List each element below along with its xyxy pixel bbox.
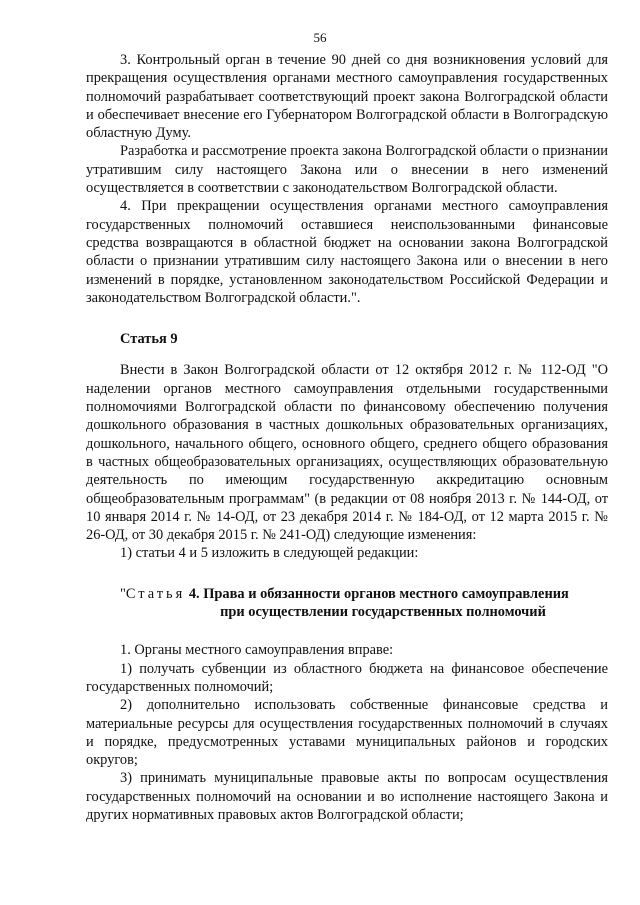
article-word: Статья [125,585,186,602]
article-4-title-line-2: при осуществлении государственных полномочий [220,604,546,621]
article-9-intro: Внести в Закон Волгоградской области от 12 октября 2012 г. № 112-ОД "О наделении органов местного самоуправления отдельными государственными полномочиями Волгоградской области по финансовому обеспечению получения дошкольного образования в частных дошкольных образовательных организациях, дошкольного, начального общего, основного общего, среднего общего образования в частных общеобразовательных организациях, осуществляющих образовательную деятельность по имеющим государственную аккредитацию основным общеобразовательным программам" (в редакции от 08 ноября 2013 г. № 144-ОД, от 10 января 2014 г. № 14-ОД, от 23 декабря 2014 г. № 184-ОД, от 12 марта 2015 г. № 26-ОД, от 30 декабря 2015 г. № 241-ОД) следующие изменения: [86,362,608,544]
paragraph-rights-intro: 1. Органы местного самоуправления вправе: [120,642,394,659]
page-number: 56 [313,30,327,45]
spacer [86,307,608,317]
paragraph-draft-consideration: Разработка и рассмотрение проекта закона Волгоградской области о признании утратившим силу настоящего Закона или о внесении в него изменений осуществляется в соответствии с законодательством Волгоградской области. [86,143,608,197]
article-number: 4. [185,585,204,602]
paragraph-right-3: 3) принимать муниципальные правовые акты по вопросам осуществления государственных полномочий на основании и во исполнение настоящего Закона и других нормативных правовых актов Волгоградской области; [86,770,608,823]
article-9-item-1: 1) статьи 4 и 5 изложить в следующей редакции: [120,545,419,562]
paragraph-funds-return: 4. При прекращении осуществления органами местного самоуправления государственных полномочий оставшиеся неиспользованными финансовые средства возвращаются в областной бюджет на основании закона Волгоградской области о признании утратившим силу настоящего Закона или о внесении в него изменений в порядке, установленном законодательством Российской Федерации и законодательством Волгоградской области.". [86,198,608,306]
article-9-heading: Статья 9 [120,331,178,348]
quote-mark: " [120,585,126,602]
article-4-title-line-1 [86,585,608,603]
article-title-1: Права и обязанности органов местного самоуправления [203,585,569,602]
paragraph-right-2: 2) дополнительно использовать собственные финансовые средства и материальные ресурсы для осуществления государственных полномочий в случаях и порядке, предусмотренных уставами муниципальных районов и городских округов; [86,697,608,769]
paragraph-control-body-draft: 3. Контрольный орган в течение 90 дней со дня возникновения условий для прекращения осуществления органами местного самоуправления государственных полномочий разрабатывает соответствующий проект закона Волгоградской области и обеспечивает внесение его Губернатором Волгоградской области в Волгоградскую областную Думу. [86,52,608,142]
paragraph-right-1: 1) получать субвенции из областного бюджета на финансовое обеспечение государственных полномочий; [86,660,608,695]
article-4-heading [86,585,608,622]
document-body [86,51,608,824]
